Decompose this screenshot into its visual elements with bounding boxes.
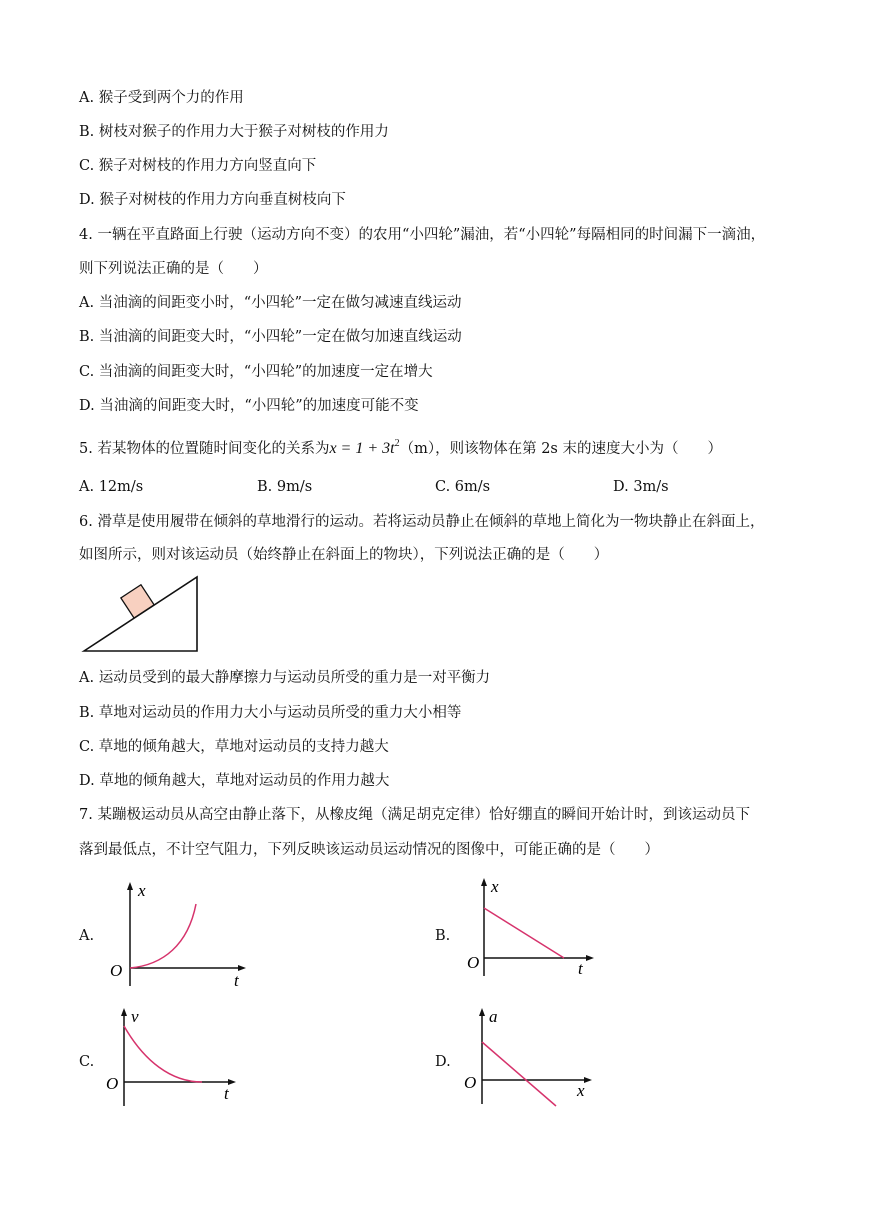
q4-option-d: D. 当油滴的间距变大时，“小四轮”的加速度可能不变 bbox=[79, 398, 419, 414]
graph-d bbox=[462, 1006, 602, 1112]
graph-b-label: B. bbox=[435, 928, 451, 944]
graph-a bbox=[108, 880, 253, 990]
q6-stem-line1: 6. 滑草是使用履带在倾斜的草地滑行的运动。若将运动员静止在倾斜的草地上简化为一物块静止在斜面上， bbox=[79, 514, 765, 530]
graph-c-label: C. bbox=[79, 1054, 95, 1070]
q4-stem-line2: 则下列说法正确的是（ ） bbox=[79, 261, 268, 277]
graph-c-y-label: v bbox=[131, 1007, 139, 1026]
q6-stem-line2: 如图所示，则对该运动员（始终静止在斜面上的物块），下列说法正确的是（ ） bbox=[79, 547, 609, 563]
graph-b-x-arrow bbox=[586, 955, 594, 961]
q7-stem-line2: 落到最低点，不计空气阻力，下列反映该运动员运动情况的图像中，可能正确的是（ ） bbox=[79, 842, 659, 858]
graph-d-x-arrow bbox=[584, 1077, 592, 1083]
q6-option-b: B. 草地对运动员的作用力大小与运动员所受的重力大小相等 bbox=[79, 705, 462, 721]
graph-b-x-label: t bbox=[578, 959, 583, 978]
q6-option-d: D. 草地的倾角越大，草地对运动员的作用力越大 bbox=[79, 773, 390, 789]
q4-stem-line1: 4. 一辆在平直路面上行驶（运动方向不变）的农用“小四轮”漏油，若“小四轮”每隔相同的时间漏下一滴油， bbox=[79, 227, 766, 243]
graph-c-y-arrow bbox=[121, 1008, 127, 1016]
graph-a-curve bbox=[130, 904, 196, 968]
q5-option-c: C. 6m/s bbox=[435, 479, 491, 495]
q5-stem-after: （m），则该物体在第 2s 末的速度大小为（ ） bbox=[399, 441, 722, 457]
q6-option-a: A. 运动员受到的最大静摩擦力与运动员所受的重力是一对平衡力 bbox=[79, 670, 491, 686]
incline-figure bbox=[82, 574, 202, 654]
q5-stem bbox=[79, 434, 722, 459]
graph-a-x-label: t bbox=[234, 971, 239, 990]
graph-a-y-label: x bbox=[138, 881, 146, 900]
q3-option-c: C. 猴子对树枝的作用力方向竖直向下 bbox=[79, 158, 317, 174]
graph-a-x-arrow bbox=[238, 965, 246, 971]
q3-option-b: B. 树枝对猴子的作用力大于猴子对树枝的作用力 bbox=[79, 124, 389, 140]
graph-d-origin: O bbox=[464, 1073, 477, 1092]
graph-d-y-label: a bbox=[489, 1007, 498, 1026]
graph-d-line bbox=[482, 1042, 556, 1106]
graph-c-x-arrow bbox=[228, 1079, 236, 1085]
graph-a-y-arrow bbox=[127, 882, 133, 890]
graph-b-y-arrow bbox=[481, 878, 487, 886]
graph-a-origin: O bbox=[110, 961, 123, 980]
q5-option-d: D. 3m/s bbox=[613, 479, 669, 495]
q4-option-b: B. 当油滴的间距变大时，“小四轮”一定在做匀加速直线运动 bbox=[79, 329, 462, 345]
graph-d-label: D. bbox=[435, 1054, 451, 1070]
graph-b-line bbox=[484, 908, 564, 958]
q3-option-d: D. 猴子对树枝的作用力方向垂直树枝向下 bbox=[79, 192, 346, 208]
graph-b-y-label: x bbox=[491, 877, 499, 896]
graph-b-origin: O bbox=[467, 953, 480, 972]
q4-option-a: A. 当油滴的间距变小时，“小四轮”一定在做匀减速直线运动 bbox=[79, 295, 462, 311]
graph-b bbox=[462, 876, 602, 986]
q4-option-c: C. 当油滴的间距变大时，“小四轮”的加速度一定在增大 bbox=[79, 364, 433, 380]
q5-option-b: B. 9m/s bbox=[257, 479, 313, 495]
graph-c-curve bbox=[124, 1026, 202, 1082]
graph-c-x-label: t bbox=[224, 1084, 229, 1103]
q3-option-a: A. 猴子受到两个力的作用 bbox=[79, 90, 244, 106]
graph-c bbox=[106, 1006, 246, 1112]
graph-d-y-arrow bbox=[479, 1008, 485, 1016]
graph-a-label: A. bbox=[79, 928, 95, 944]
block-on-incline bbox=[121, 585, 154, 618]
graph-c-origin: O bbox=[106, 1074, 119, 1093]
graph-d-x-label: x bbox=[577, 1081, 585, 1100]
q5-stem-before: 5. 若某物体的位置随时间变化的关系为 bbox=[79, 441, 330, 457]
q7-stem-line1: 7. 某蹦极运动员从高空由静止落下，从橡皮绳（满足胡克定律）恰好绷直的瞬间开始计时，到该运动员下 bbox=[79, 807, 750, 823]
q6-option-c: C. 草地的倾角越大，草地对运动员的支持力越大 bbox=[79, 739, 389, 755]
q5-option-a: A. 12m/s bbox=[79, 479, 144, 495]
q5-formula: $x = 1 + 3t^2$ bbox=[329, 438, 400, 457]
